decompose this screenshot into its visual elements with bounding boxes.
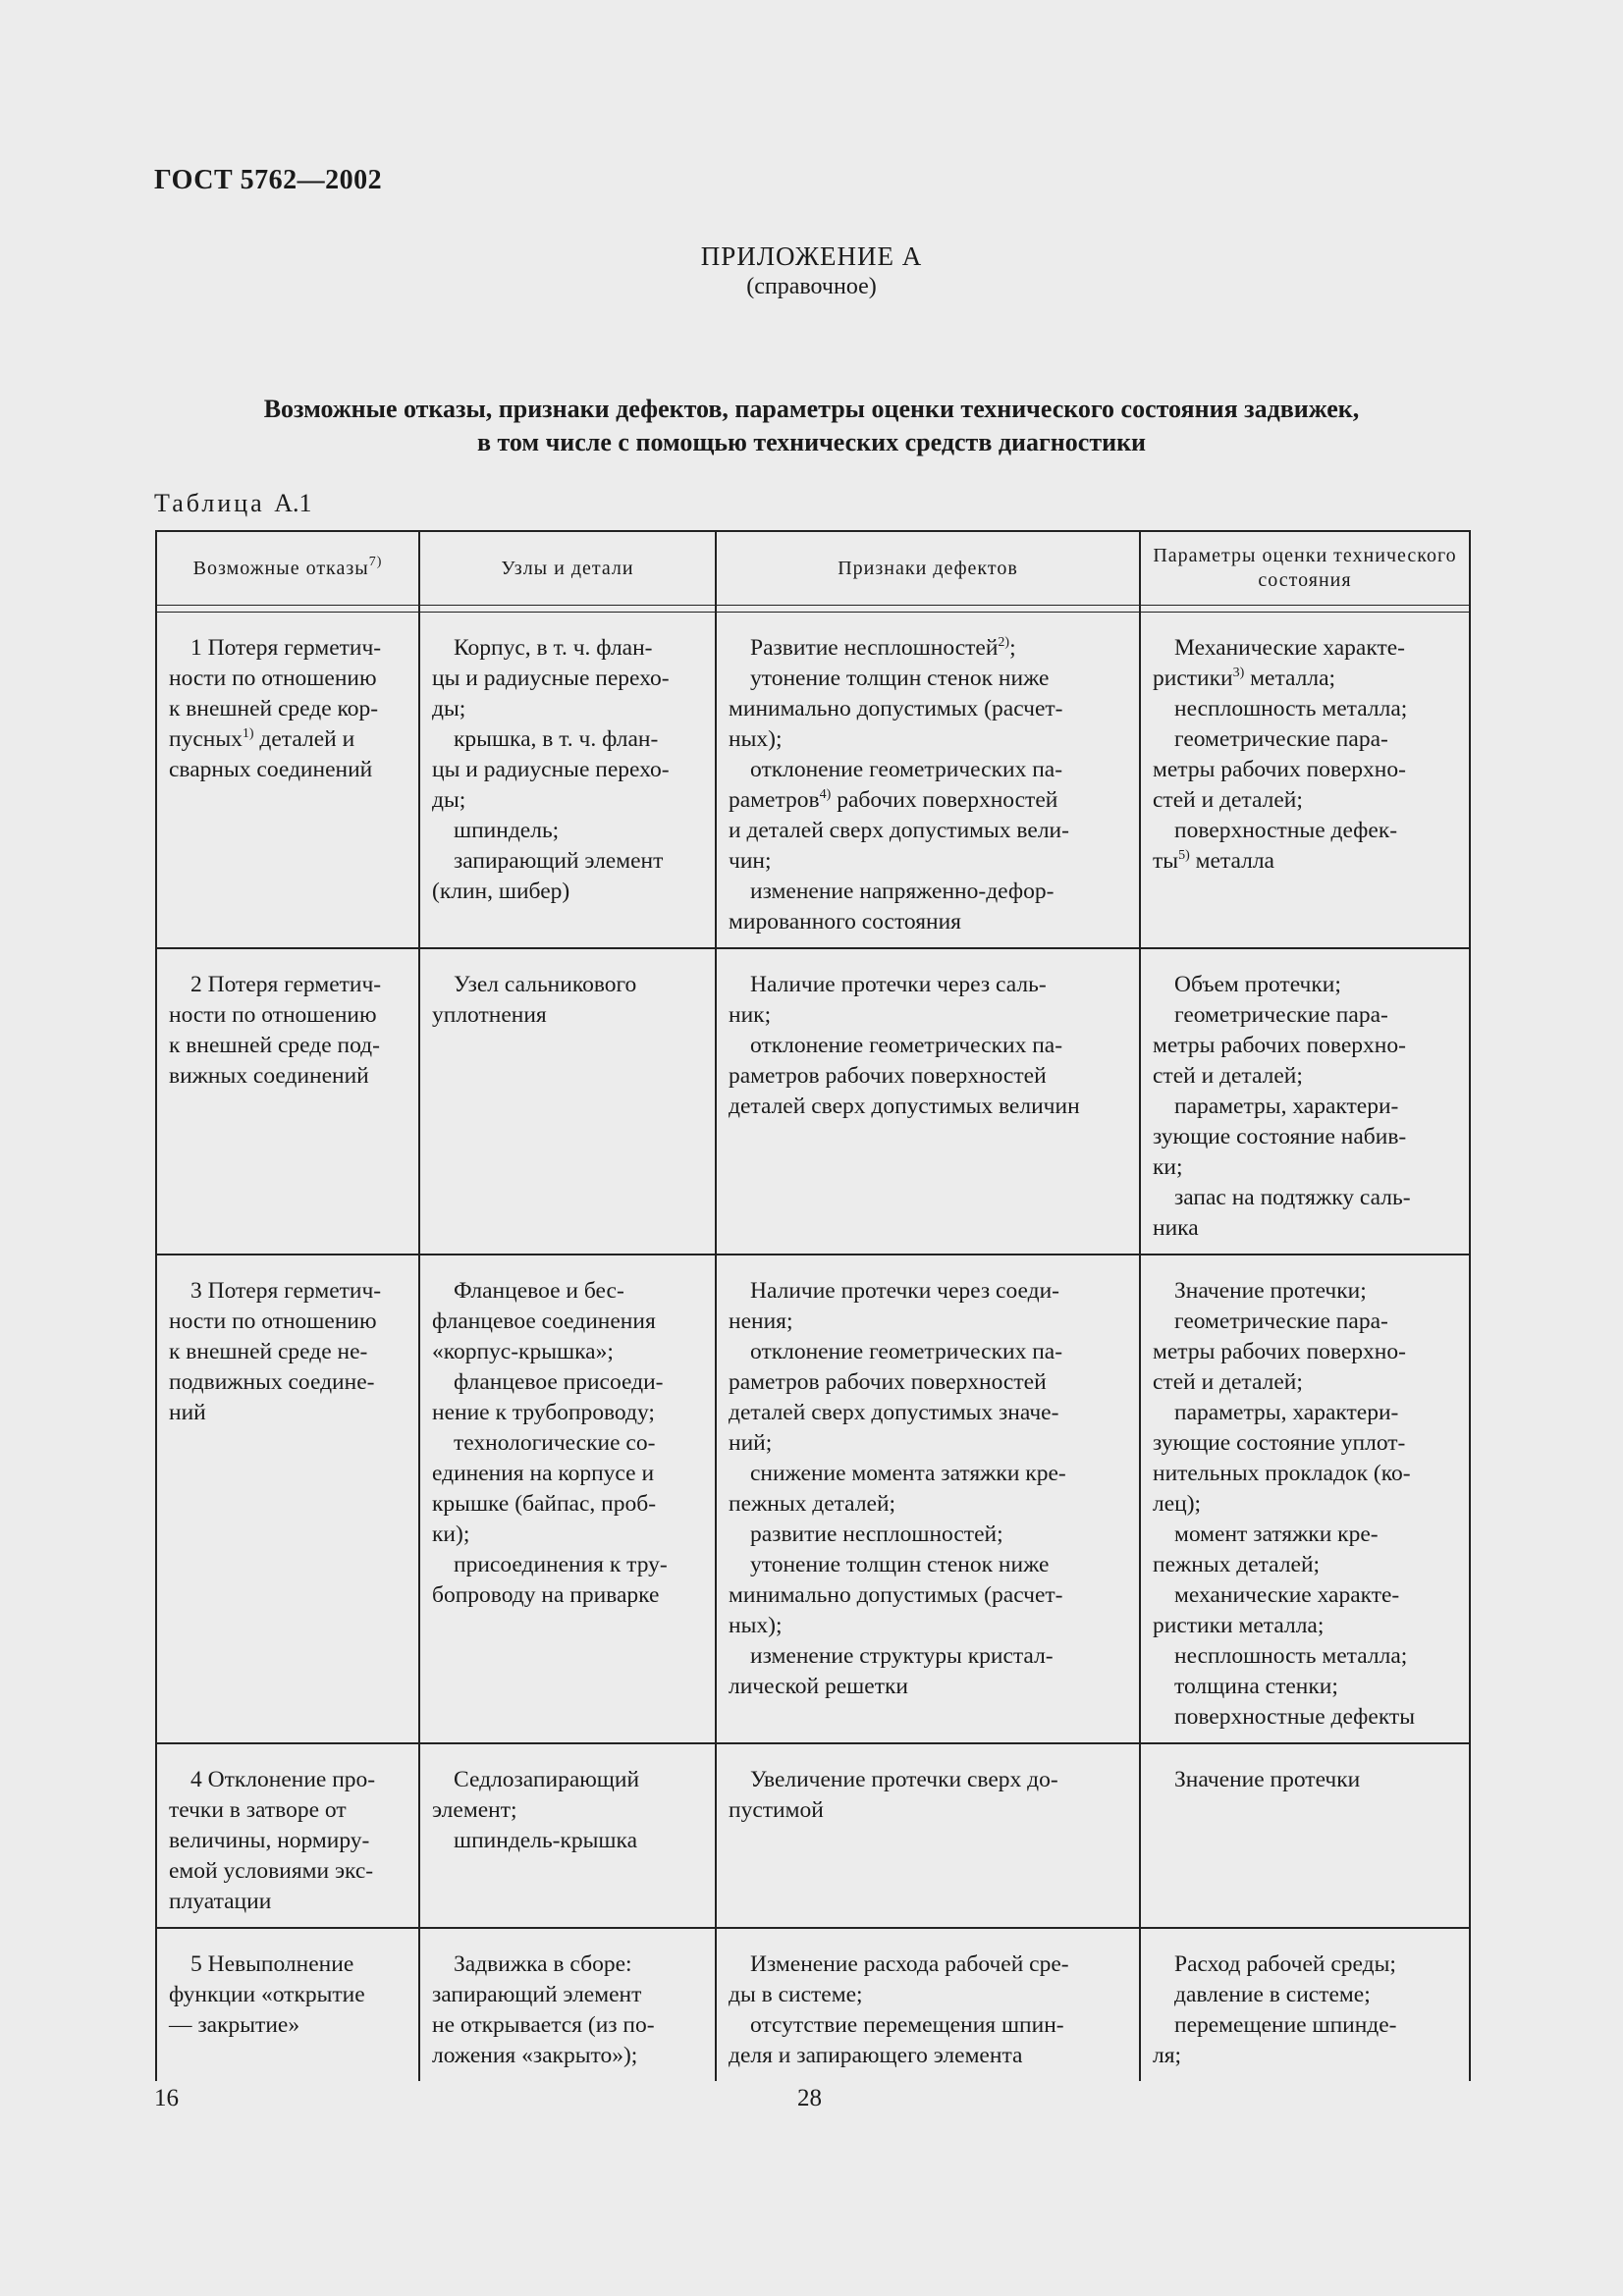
cell-parts bbox=[419, 948, 716, 1255]
cell-line: Корпус, в т. ч. флан- bbox=[454, 635, 653, 661]
cell-line: раметров$^{4)}$ рабочих поверхностей bbox=[729, 787, 1058, 813]
cell-line: Развитие несплошностей$^{2)}$; bbox=[750, 635, 1016, 661]
cell-line: запирающий элемент bbox=[432, 1982, 642, 2007]
defects-table bbox=[155, 530, 1471, 2081]
cell-line: Узел сальникового bbox=[454, 972, 637, 997]
cell-defect-signs bbox=[716, 948, 1140, 1255]
cell-line: Объем протечки; bbox=[1174, 972, 1341, 997]
cell-line: ности по отношению bbox=[169, 666, 377, 691]
cell-line: перемещение шпинде- bbox=[1174, 2012, 1397, 2038]
cell-line: несплошность металла; bbox=[1174, 1643, 1408, 1669]
cell-line: крышке (байпас, проб- bbox=[432, 1491, 657, 1517]
cell-line: цы и радиусные перехо- bbox=[432, 666, 670, 691]
cell-line: шпиндель-крышка bbox=[454, 1828, 638, 1853]
cell-line: параметры, характери- bbox=[1174, 1400, 1399, 1425]
column-header-parts: Узлы и детали bbox=[419, 531, 716, 606]
cell-line: Седлозапирающий bbox=[454, 1767, 640, 1792]
cell-line: и деталей сверх допустимых вели- bbox=[729, 818, 1069, 843]
cell-line: течки в затворе от bbox=[169, 1797, 347, 1823]
cell-line: плуатации bbox=[169, 1889, 272, 1914]
cell-line: Фланцевое и бес- bbox=[454, 1278, 624, 1304]
cell-line: величины, нормиру- bbox=[169, 1828, 370, 1853]
table-heading-line-2: в том числе с помощью технических средств диагностики bbox=[476, 428, 1147, 456]
cell-line: $ты^{5)}$ металла bbox=[1153, 848, 1274, 874]
cell-defect-signs bbox=[716, 1928, 1140, 2081]
cell-parameters bbox=[1140, 1743, 1470, 1928]
cell-line: ристики металла; bbox=[1153, 1613, 1325, 1638]
cell-line: Задвижка в сборе: bbox=[454, 1951, 632, 1977]
cell-line: метры рабочих поверхно- bbox=[1153, 1339, 1406, 1364]
cell-line: Значение протечки bbox=[1174, 1767, 1361, 1792]
cell-failure bbox=[156, 948, 419, 1255]
cell-line: Наличие протечки через соеди- bbox=[750, 1278, 1060, 1304]
cell-line: ний bbox=[169, 1400, 206, 1425]
cell-line: элемент; bbox=[432, 1797, 517, 1823]
cell-line: подвижных соедине- bbox=[169, 1369, 375, 1395]
cell-line: развитие несплошностей; bbox=[750, 1522, 1003, 1547]
cell-failure bbox=[156, 613, 419, 949]
cell-line: присоединения к тру- bbox=[454, 1552, 668, 1577]
cell-line: метры рабочих поверхно- bbox=[1153, 1033, 1406, 1058]
cell-line: минимально допустимых (расчет- bbox=[729, 1582, 1063, 1608]
cell-line: 1 Потеря герметич- bbox=[190, 635, 382, 661]
cell-line: ки; bbox=[1153, 1154, 1183, 1180]
table-row bbox=[156, 1255, 1470, 1743]
cell-line: единения на корпусе и bbox=[432, 1461, 655, 1486]
cell-parts bbox=[419, 1928, 716, 2081]
table-caption-label: Таблица bbox=[154, 489, 265, 517]
cell-defect-signs bbox=[716, 613, 1140, 949]
cell-line: ник; bbox=[729, 1002, 772, 1028]
table-row bbox=[156, 613, 1470, 949]
document-code: ГОСТ 5762—2002 bbox=[154, 165, 383, 195]
cell-line: не открывается (из по- bbox=[432, 2012, 655, 2038]
cell-line: Значение протечки; bbox=[1174, 1278, 1367, 1304]
cell-line: фланцевое соединения bbox=[432, 1308, 656, 1334]
cell-line: метры рабочих поверхно- bbox=[1153, 757, 1406, 782]
appendix-subtitle: (справочное) bbox=[746, 274, 877, 299]
cell-line: геометрические пара- bbox=[1174, 1002, 1388, 1028]
cell-failure bbox=[156, 1255, 419, 1743]
cell-parts bbox=[419, 613, 716, 949]
cell-line: пусных$^{1)}$ деталей и bbox=[169, 726, 355, 752]
cell-line: ристики$^{3)}$ металла; bbox=[1153, 666, 1336, 691]
cell-line: геометрические пара- bbox=[1174, 1308, 1388, 1334]
cell-line: фланцевое присоеди- bbox=[454, 1369, 664, 1395]
page-number-center: 28 bbox=[797, 2085, 822, 2111]
cell-line: Расход рабочей среды; bbox=[1174, 1951, 1396, 1977]
cell-line: к внешней среде не- bbox=[169, 1339, 368, 1364]
cell-line: крышка, в т. ч. флан- bbox=[454, 726, 659, 752]
cell-line: стей и деталей; bbox=[1153, 787, 1303, 813]
cell-line: деталей сверх допустимых значе- bbox=[729, 1400, 1059, 1425]
table-row bbox=[156, 1743, 1470, 1928]
cell-line: поверхностные дефек- bbox=[1174, 818, 1398, 843]
cell-line: «корпус-крышка»; bbox=[432, 1339, 614, 1364]
cell-line: геометрические пара- bbox=[1174, 726, 1388, 752]
cell-parts bbox=[419, 1255, 716, 1743]
table-header bbox=[156, 531, 1470, 613]
cell-line: чин; bbox=[729, 848, 772, 874]
cell-line: лической решетки bbox=[729, 1674, 908, 1699]
cell-line: Увеличение протечки сверх до- bbox=[750, 1767, 1058, 1792]
cell-line: нительных прокладок (ко- bbox=[1153, 1461, 1411, 1486]
cell-line: лец); bbox=[1153, 1491, 1202, 1517]
cell-line: ды в системе; bbox=[729, 1982, 863, 2007]
cell-line: пежных деталей; bbox=[729, 1491, 896, 1517]
cell-line: емой условиями экс- bbox=[169, 1858, 374, 1884]
cell-line: стей и деталей; bbox=[1153, 1063, 1303, 1089]
cell-line: к внешней среде под- bbox=[169, 1033, 380, 1058]
cell-line: ды; bbox=[432, 787, 466, 813]
cell-line: отклонение геометрических па- bbox=[750, 1339, 1063, 1364]
cell-line: пустимой bbox=[729, 1797, 824, 1823]
column-header-failures: Возможные отказы$^{7)}$ bbox=[156, 531, 419, 606]
cell-line: механические характе- bbox=[1174, 1582, 1400, 1608]
cell-parameters bbox=[1140, 1928, 1470, 2081]
cell-line: утонение толщин стенок ниже bbox=[750, 1552, 1050, 1577]
cell-line: сварных соединений bbox=[169, 757, 373, 782]
cell-line: нение к трубопроводу; bbox=[432, 1400, 655, 1425]
cell-line: — закрытие» bbox=[169, 2012, 300, 2038]
cell-line: ника bbox=[1153, 1215, 1199, 1241]
cell-parameters bbox=[1140, 948, 1470, 1255]
cell-line: давление в системе; bbox=[1174, 1982, 1371, 2007]
cell-line: отсутствие перемещения шпин- bbox=[750, 2012, 1064, 2038]
cell-line: ды; bbox=[432, 696, 466, 721]
table-row bbox=[156, 948, 1470, 1255]
cell-line: Наличие протечки через саль- bbox=[750, 972, 1047, 997]
cell-failure bbox=[156, 1743, 419, 1928]
table-body bbox=[156, 613, 1470, 2082]
cell-line: зующие состояние уплот- bbox=[1153, 1430, 1406, 1456]
cell-line: отклонение геометрических па- bbox=[750, 1033, 1063, 1058]
cell-line: зующие состояние набив- bbox=[1153, 1124, 1407, 1149]
cell-line: технологические со- bbox=[454, 1430, 656, 1456]
column-header-defect-signs: Признаки дефектов bbox=[716, 531, 1140, 606]
cell-line: функции «открытие bbox=[169, 1982, 365, 2007]
cell-line: стей и деталей; bbox=[1153, 1369, 1303, 1395]
cell-line: ности по отношению bbox=[169, 1308, 377, 1334]
cell-line: 3 Потеря герметич- bbox=[190, 1278, 382, 1304]
cell-line: запас на подтяжку саль- bbox=[1174, 1185, 1411, 1210]
table-heading-line-1: Возможные отказы, признаки дефектов, параметры оценки технического состояния задвижек, bbox=[263, 395, 1360, 423]
cell-line: изменение структуры кристал- bbox=[750, 1643, 1054, 1669]
cell-line: несплошность металла; bbox=[1174, 696, 1408, 721]
cell-line: уплотнения bbox=[432, 1002, 547, 1028]
cell-defect-signs bbox=[716, 1255, 1140, 1743]
cell-line: ний; bbox=[729, 1430, 773, 1456]
cell-parameters bbox=[1140, 1255, 1470, 1743]
cell-line: 5 Невыполнение bbox=[190, 1951, 354, 1977]
cell-line: Изменение расхода рабочей сре- bbox=[750, 1951, 1069, 1977]
page-number-left: 16 bbox=[154, 2085, 179, 2111]
cell-defect-signs bbox=[716, 1743, 1140, 1928]
column-header-parameters: Параметры оценки технического состояния bbox=[1140, 531, 1470, 606]
cell-line: ных); bbox=[729, 726, 783, 752]
cell-line: бопроводу на приварке bbox=[432, 1582, 660, 1608]
cell-line: ки); bbox=[432, 1522, 470, 1547]
cell-line: Механические характе- bbox=[1174, 635, 1405, 661]
cell-line: снижение момента затяжки кре- bbox=[750, 1461, 1066, 1486]
cell-line: ности по отношению bbox=[169, 1002, 377, 1028]
cell-line: ля; bbox=[1153, 2043, 1182, 2068]
cell-line: мированного состояния bbox=[729, 909, 961, 934]
cell-line: утонение толщин стенок ниже bbox=[750, 666, 1050, 691]
cell-line: отклонение геометрических па- bbox=[750, 757, 1063, 782]
cell-line: ных); bbox=[729, 1613, 783, 1638]
cell-line: минимально допустимых (расчет- bbox=[729, 696, 1063, 721]
table-caption-number: А.1 bbox=[274, 489, 312, 517]
cell-line: ложения «закрыто»); bbox=[432, 2043, 638, 2068]
cell-line: 2 Потеря герметич- bbox=[190, 972, 382, 997]
cell-line: деля и запирающего элемента bbox=[729, 2043, 1023, 2068]
cell-line: изменение напряженно-дефор- bbox=[750, 879, 1055, 904]
cell-parts bbox=[419, 1743, 716, 1928]
appendix-title: ПРИЛОЖЕНИЕ А bbox=[700, 241, 923, 271]
cell-line: нения; bbox=[729, 1308, 793, 1334]
table-row bbox=[156, 1928, 1470, 2081]
cell-line: раметров рабочих поверхностей bbox=[729, 1063, 1047, 1089]
cell-line: момент затяжки кре- bbox=[1174, 1522, 1379, 1547]
table-caption bbox=[154, 489, 311, 518]
cell-line: раметров рабочих поверхностей bbox=[729, 1369, 1047, 1395]
cell-line: шпиндель; bbox=[454, 818, 560, 843]
cell-line: поверхностные дефекты bbox=[1174, 1704, 1415, 1730]
cell-line: к внешней среде кор- bbox=[169, 696, 379, 721]
cell-line: вижных соединений bbox=[169, 1063, 369, 1089]
cell-line: запирающий элемент bbox=[454, 848, 664, 874]
cell-line: толщина стенки; bbox=[1174, 1674, 1338, 1699]
cell-line: параметры, характери- bbox=[1174, 1094, 1399, 1119]
cell-parameters bbox=[1140, 613, 1470, 949]
cell-line: цы и радиусные перехо- bbox=[432, 757, 670, 782]
cell-line: 4 Отклонение про- bbox=[190, 1767, 376, 1792]
cell-failure bbox=[156, 1928, 419, 2081]
cell-line: пежных деталей; bbox=[1153, 1552, 1321, 1577]
cell-line: (клин, шибер) bbox=[432, 879, 570, 904]
cell-line: деталей сверх допустимых величин bbox=[729, 1094, 1080, 1119]
